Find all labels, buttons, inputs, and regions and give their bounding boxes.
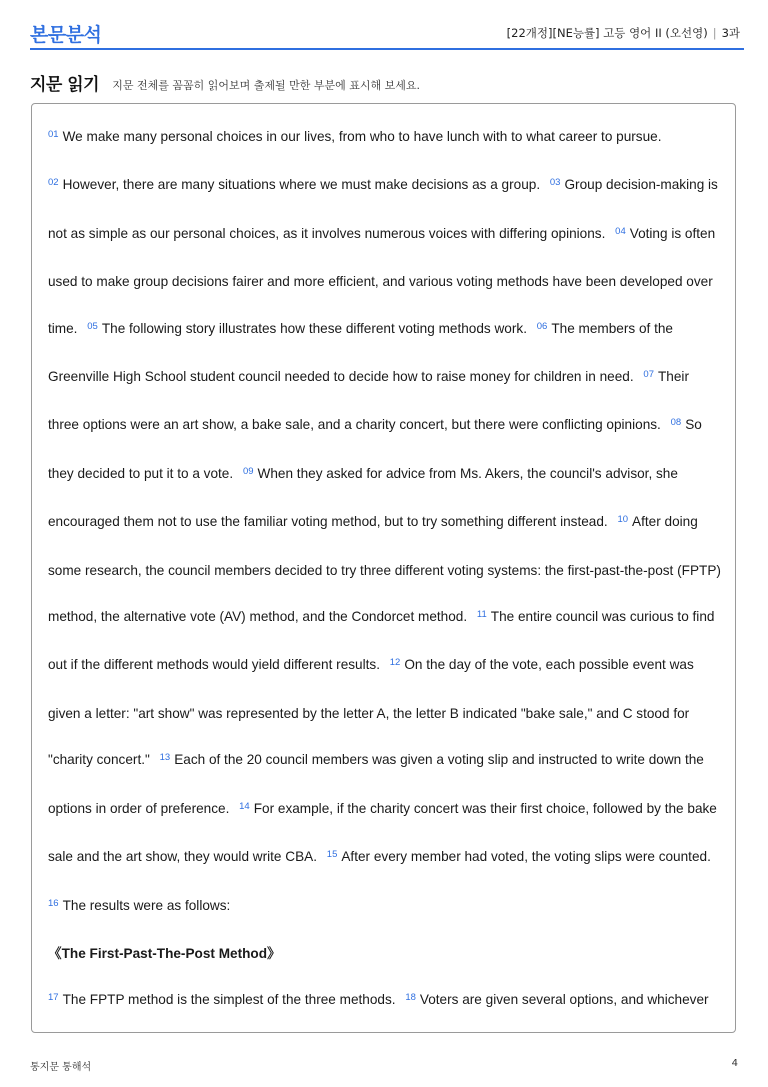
sentence-number: 17 [48,992,59,1004]
sentence-text: For example, if the charity concert was their first choice, followed by the bake sale and the art show, they would write CBA. [48,800,717,865]
sentence-number: 07 [643,369,654,381]
sentence-text: When they asked for advice from Ms. Akers, the council's advisor, she encouraged them not to use the familiar voting method, but to try something different instead. [48,465,678,530]
sentence-number: 14 [239,800,250,812]
sentence-text: After every member had voted, the voting slips were counted. [341,849,711,865]
sentence [48,226,715,336]
sentence-text: However, there are many situations where we must make decisions as a group. [62,177,541,193]
sentence-text: Each of the 20 council members was given a voting slip and instructed to write down the options in order of preference. [48,752,704,816]
sentence-text: The following story illustrates how these different voting methods work. [101,320,527,336]
sentence-number: 09 [242,465,254,477]
header-title: 본문분석 [30,24,102,46]
sentence-number: 15 [326,849,338,861]
sentence-number: 01 [48,129,59,140]
sentence-number: 11 [476,609,487,621]
sentence-text: Voting is often used to make group decisions fairer and more efficient, and various voting methods have been developed over time. [48,225,716,336]
section-heading [30,70,750,95]
sentence-text: Group decision-making is not as simple as our personal choices, as it involves numerous voices with differing opinions. [48,177,718,241]
header-meta [507,25,740,41]
passage-box [31,103,736,1033]
sentence [48,657,694,767]
sentence-number: 16 [48,897,59,909]
sentence-text: On the day of the vote, each possible event was given a letter: "art show" was represented by the letter A, the letter B indicated "bake sale," and C stood for "charity concert." [48,657,694,768]
sentence-number: 06 [536,320,548,332]
sentence-number: 08 [670,417,682,429]
sentence [48,129,662,144]
footer-label: 통지문 통해석 [30,1062,92,1073]
section-title: 지문 읽기 [30,75,100,95]
sentence-text: So they decided to put it to a vote. [48,417,702,481]
sentence-text: After doing some research, the council members decided to try three different voting systems: the first-past-the-post (FPTP) method, the alternative vote (AV) method, and the Condorcet method. [48,514,721,625]
sentence [327,849,711,864]
lesson-label: 3과 [721,26,740,40]
sentence-text: The entire council was curious to find out if the different methods would yield different results. [48,609,715,673]
sentence [405,992,708,1007]
sentence-text: We make many personal choices in our lives, from who to have lunch with to what career to pursue. [62,129,662,144]
header-divider: | [712,26,717,40]
sentence-text: The FPTP method is the simplest of the three methods. [62,992,396,1008]
sentence-number: 18 [405,992,416,1004]
sentence-text: Their three options were an art show, a bake sale, and a charity concert, but there were conflicting opinions. [48,369,689,433]
sentence-text: The members of the Greenville High School student council needed to decide how to raise money for children in need. [48,320,673,385]
sentence [87,321,527,336]
sentence-number: 13 [159,752,171,764]
sentence-number: 05 [87,320,98,332]
book-title: [22개정][NE능률] 고등 영어 II (오선영) [506,26,708,40]
sentence-number: 10 [617,514,629,526]
passage-subheading: 《The First-Past-The-Post Method》 [48,945,281,961]
page-number: 4 [731,1058,738,1069]
passage-text [48,114,721,1026]
sentence-number: 12 [389,657,401,669]
sentence-number: 03 [549,177,561,189]
sentence-text: Voters are given several options, and whichever [419,992,709,1008]
sentence [48,514,721,624]
sentence [48,177,540,192]
sentence-number: 02 [48,177,59,189]
sentence-number: 04 [615,225,626,237]
sentence-text: The results were as follows: [62,897,231,913]
sentence [48,898,230,913]
page-header [30,18,744,50]
sentence [48,992,396,1007]
section-description: 지문 전체를 꼼꼼히 읽어보며 출제될 만한 부분에 표시해 보세요. [112,79,420,92]
